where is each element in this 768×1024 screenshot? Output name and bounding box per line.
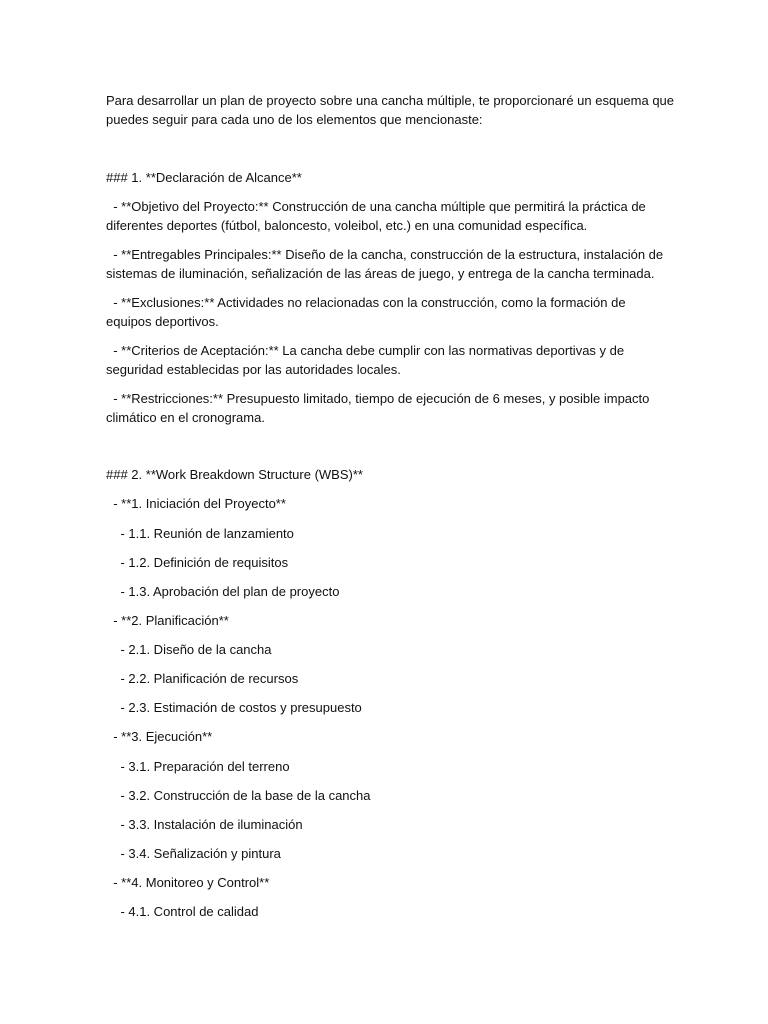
wbs-item: - 3.4. Señalización y pintura [106, 846, 281, 861]
wbs-item: - 4.1. Control de calidad [106, 904, 259, 919]
wbs-item: - 3.3. Instalación de iluminación [106, 817, 303, 832]
wbs-item: - 1.1. Reunión de lanzamiento [106, 526, 294, 541]
wbs-item: - 2.3. Estimación de costos y presupuesto [106, 700, 362, 715]
scope-deliverables-line-2: sistemas de iluminación, señalización de las áreas de juego, y entrega de la cancha terminada. [106, 266, 655, 281]
intro-line-1: Para desarrollar un plan de proyecto sobre una cancha múltiple, te proporcionaré un esquema que [106, 93, 675, 108]
wbs-item: - 2.2. Planificación de recursos [106, 671, 299, 686]
scope-exclusions-line-2: equipos deportivos. [106, 314, 219, 329]
scope-exclusions-line-1: - **Exclusiones:** Actividades no relacionadas con la construcción, como la formación de [106, 295, 626, 310]
scope-restrictions-line-2: climático en el cronograma. [106, 410, 265, 425]
wbs-item: - 1.3. Aprobación del plan de proyecto [106, 584, 340, 599]
scope-acceptance-line-2: seguridad establecidas por las autoridades locales. [106, 362, 401, 377]
section-1-heading: ### 1. **Declaración de Alcance** [106, 170, 302, 185]
wbs-item: - **1. Iniciación del Proyecto** [106, 496, 286, 511]
scope-objective-line-1: - **Objetivo del Proyecto:** Construcción de una cancha múltiple que permitirá la práctica de [106, 199, 646, 214]
scope-acceptance-line-1: - **Criterios de Aceptación:** La cancha debe cumplir con las normativas deportivas y de [106, 343, 625, 358]
scope-restrictions-line-1: - **Restricciones:** Presupuesto limitado, tiempo de ejecución de 6 meses, y posible impacto [106, 391, 650, 406]
scope-deliverables-line-1: - **Entregables Principales:** Diseño de la cancha, construcción de la estructura, instalación de [106, 247, 664, 262]
wbs-item: - 3.2. Construcción de la base de la cancha [106, 788, 371, 803]
wbs-item: - **4. Monitoreo y Control** [106, 875, 270, 890]
section-2-heading: ### 2. **Work Breakdown Structure (WBS)** [106, 467, 363, 482]
wbs-item: - 2.1. Diseño de la cancha [106, 642, 272, 657]
scope-objective-line-2: diferentes deportes (fútbol, baloncesto, voleibol, etc.) en una comunidad específica. [106, 218, 588, 233]
wbs-item: - 3.1. Preparación del terreno [106, 759, 290, 774]
wbs-item: - **2. Planificación** [106, 613, 229, 628]
intro-line-2: puedes seguir para cada uno de los elementos que mencionaste: [106, 112, 483, 127]
wbs-item: - **3. Ejecución** [106, 729, 213, 744]
wbs-item: - 1.2. Definición de requisitos [106, 555, 289, 570]
